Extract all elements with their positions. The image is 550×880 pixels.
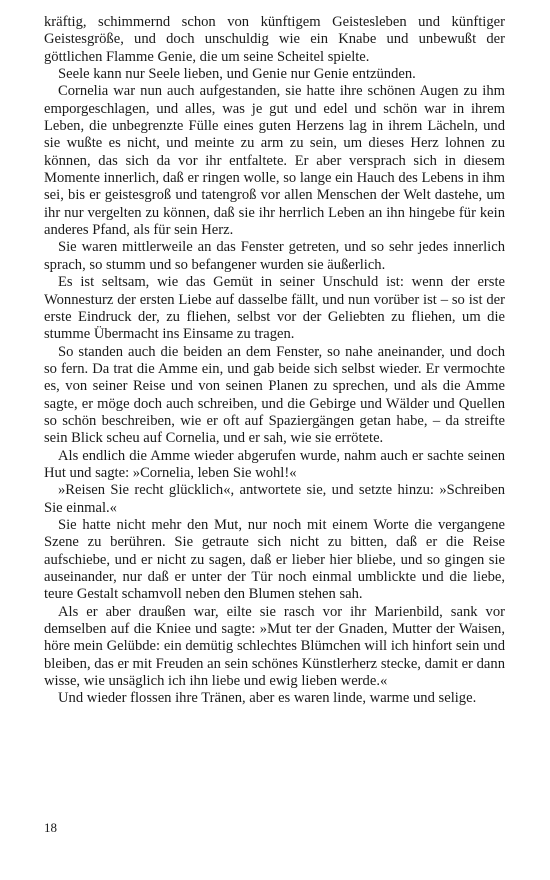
paragraph-2: Seele kann nur Seele lieben, und Genie nur Genie entzünden.	[58, 66, 416, 83]
paragraph-10: Als er aber draußen war, eilte sie rasch vor ihr Marienbild, sank vor demselben auf die Kniee und sagte: »Mut ter der Gnaden, Mutter der Waisen, höre mein Gelübde: ein demütig schlechtes Blümchen will ich hinfort sein und bleiben, das er mit Freuden an sein schönes Künstlerherz stecke, damit er dann wisse, wie unsäglich ich ihn liebe und ewig lieben werde.«	[44, 603, 505, 690]
paragraph-5: Es ist seltsam, wie das Gemüt in seiner Unschuld ist: wenn der erste Wonnesturz der ersten Liebe auf dasselbe fällt, und nun vorüber ist – so ist der erste Eindruck der, zu fliehen, selbst vor der Geliebten zu fliehen, um die stumme Übermacht ins Einsame zu tragen.	[44, 274, 505, 343]
paragraph-1: kräftig, schimmernd schon von künftigem Geistesleben und künftiger Geistesgröße, und doch unschuldig wie ein Knabe und unbewußt der göttlichen Flamme Genie, die um seine Scheitel spielte.	[44, 14, 505, 65]
paragraph-9: Sie hatte nicht mehr den Mut, nur noch mit einem Worte die vergangene Szene zu berühren. Sie getraute sich nicht zu bitten, daß er die Reise aufschiebe, und er nicht zu sagen, daß er lieber hier bliebe, und so gingen sie auseinander, nur daß er unter der Tür noch einmal umblickte und die liebe, teure Gestalt schamvoll neben den Blumen stehen sah.	[44, 516, 505, 603]
page-body	[44, 14, 505, 708]
paragraph-6: So standen auch die beiden an dem Fenster, so nahe aneinander, und doch so fern. Da trat die Amme ein, und gab beide sich selbst wieder. Er vermochte es, von seiner Reise und von seinen Planen zu sprechen, und als die Amme sagte, er möge doch auch schreiben, und die Gebirge und Wälder und Quellen so schön beschreiben, wie er oft auf Spaziergängen getan habe, – da streifte sein Blick scheu auf Cornelia, und er sah, wie sie errötete.	[44, 343, 505, 447]
paragraph-8: »Reisen Sie recht glücklich«, antwortete sie, und setzte hinzu: »Schreiben Sie einmal.«	[44, 482, 505, 516]
page-number: 18	[44, 820, 57, 835]
paragraph-7: Als endlich die Amme wieder abgerufen wurde, nahm auch er sachte seinen Hut und sagte: »Cornelia, leben Sie wohl!«	[44, 447, 505, 481]
paragraph-11: Und wieder flossen ihre Tränen, aber es waren linde, warme und selige.	[58, 690, 477, 707]
paragraph-4: Sie waren mittlerweile an das Fenster getreten, und so sehr jedes innerlich sprach, so stumm und so befangener wurden sie äußerlich.	[44, 239, 505, 273]
paragraph-3: Cornelia war nun auch aufgestanden, sie hatte ihre schönen Augen zu ihm emporgeschlagen, und alles, was je gut und edel und schön war in ihrem Leben, die unbegrenzte Fülle eines guten Herzens lag in ihrem Lächeln, und sie wußte es nicht, und meinte zu arm zu sein, um dieses Herz lohnen zu können, das sich da vor ihr entfaltete. Er aber versprach sich in diesem Momente innerlich, daß er ringen wolle, so lange ein Hauch des Lebens in ihm sei, bis er geistesgroß und tatengroß vor allen Menschen der Welt dastehe, um ihr nur vergelten zu können, daß sie ihr herrlich Leben an ihn hingebe für kein anderes Pfand, als für sein Herz.	[44, 83, 505, 239]
